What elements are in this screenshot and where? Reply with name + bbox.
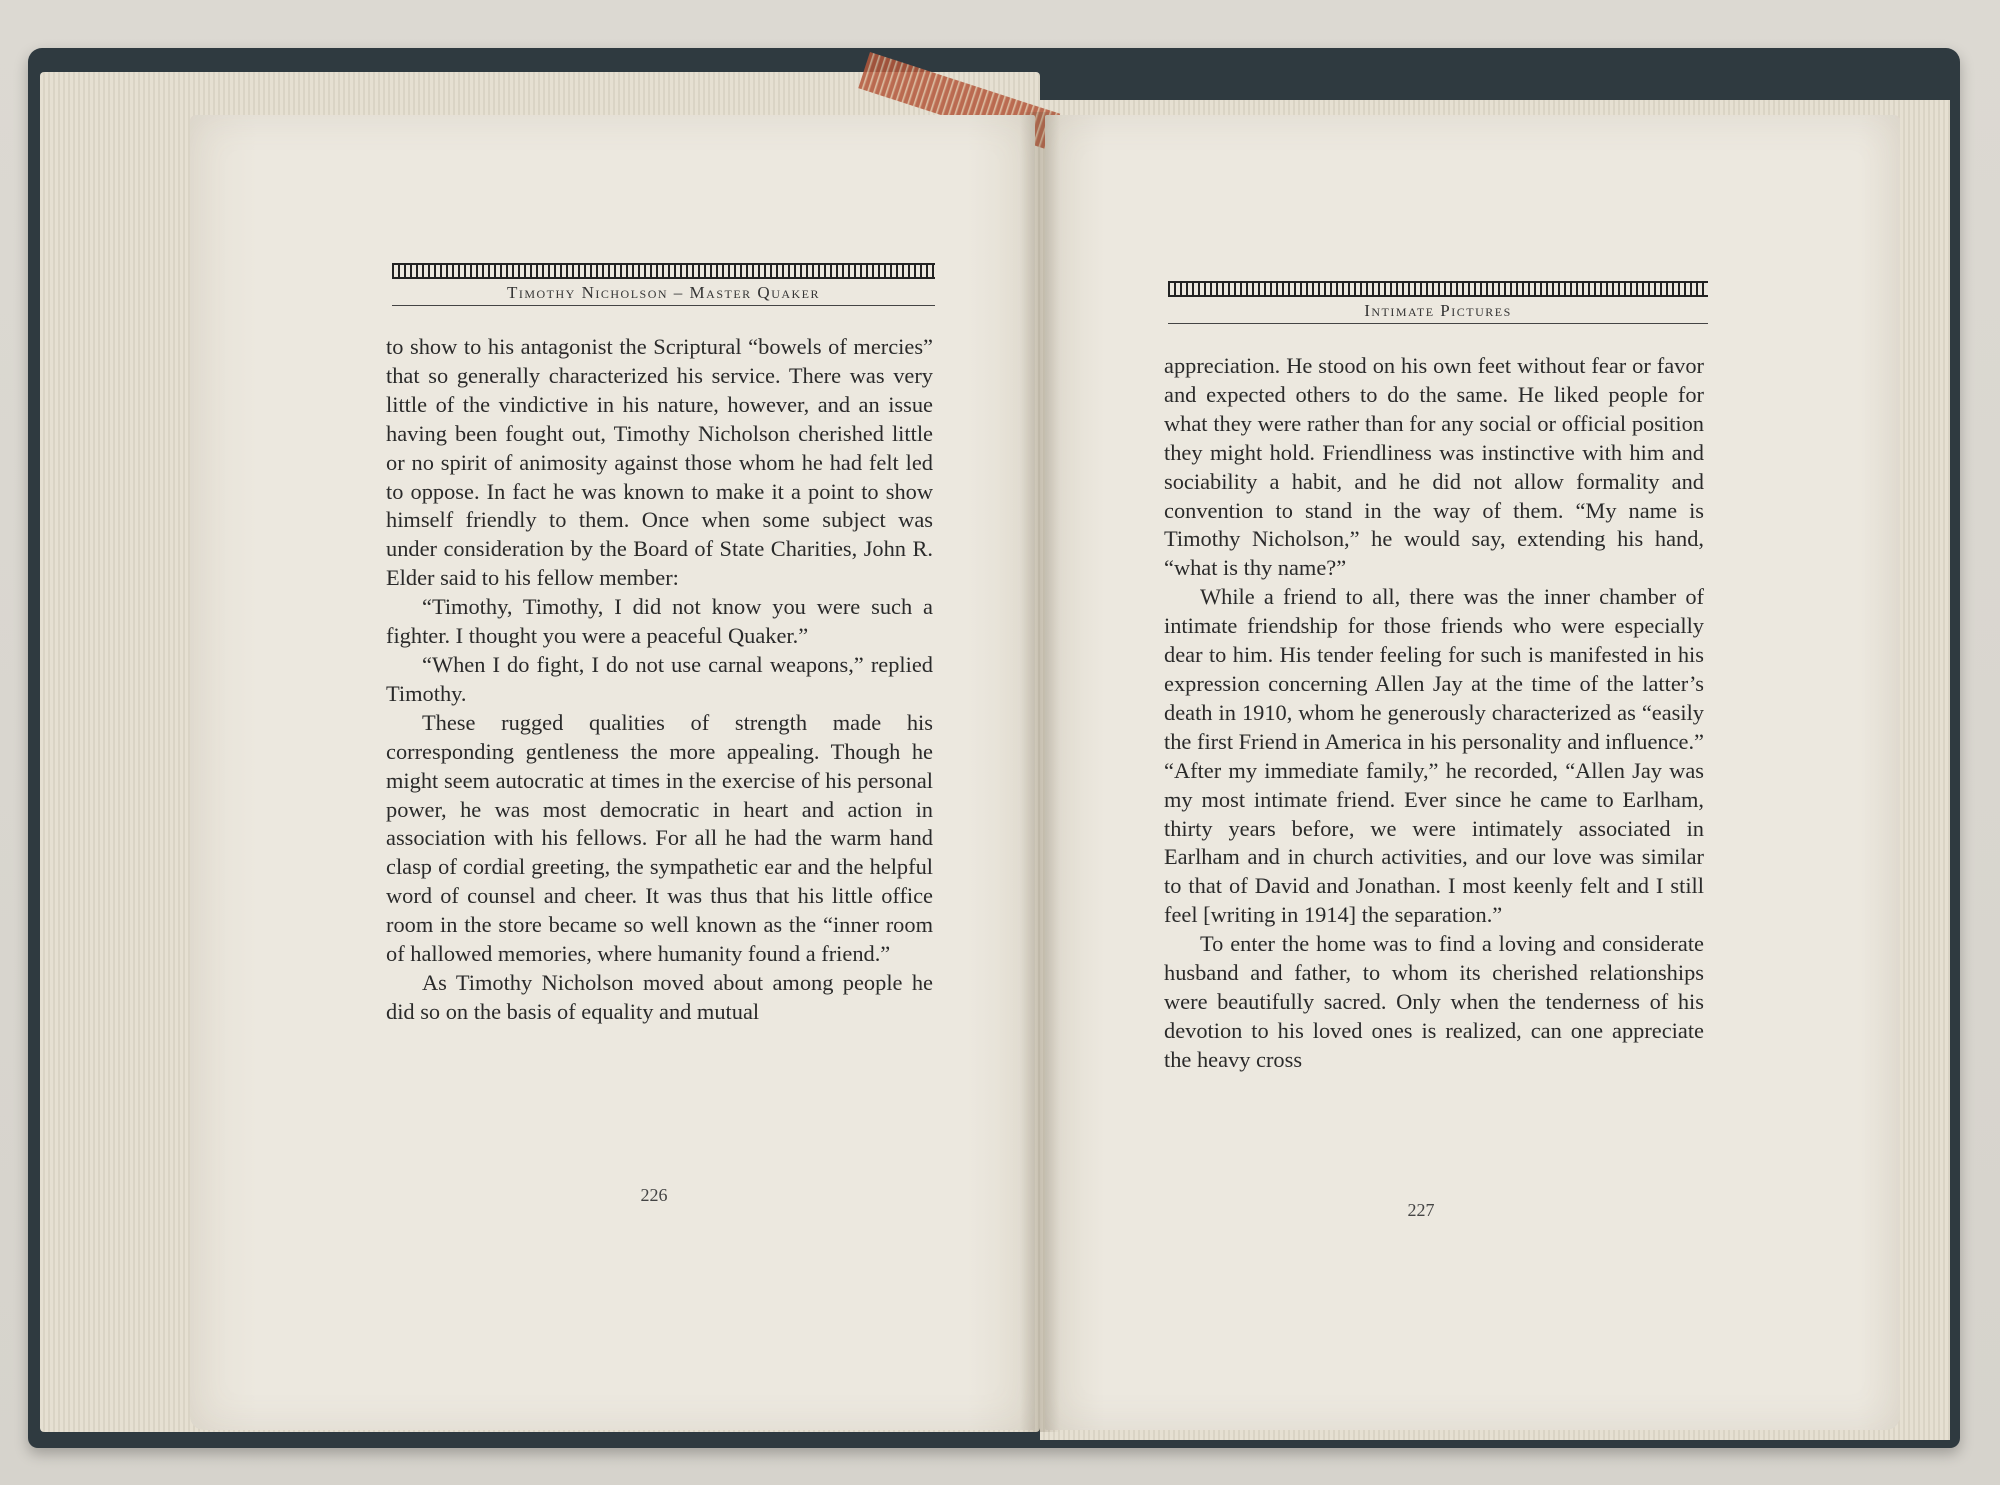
right-running-head [1168, 281, 1708, 324]
right-running-head-title: Intimate Pictures [1364, 301, 1512, 320]
ornament-band [1168, 281, 1708, 297]
left-page-number: 226 [640, 1185, 668, 1205]
head-rule [1168, 323, 1708, 324]
left-body-text [386, 333, 933, 1027]
paragraph: to show to his antagonist the Scriptural “bowels of mercies” that so generally characterized his service. There was very little of the vindictive in his nature, however, and an issue having been fought out, Timothy Nicholson cherished little or no spirit of animosity against those whom he had felt led to oppose. In fact he was known to make it a point to show himself friendly to them. Once when some subject was under consideration by the Board of State Charities, John R. Elder said to his fellow member: [386, 334, 933, 591]
paragraph: “When I do fight, I do not use carnal weapons,” replied Timothy. [386, 651, 933, 706]
right-body-text [1164, 352, 1704, 1075]
book-gutter [1020, 112, 1060, 1432]
paragraph: appreciation. He stood on his own feet without fear or favor and expected others to do the same. He liked people for what they were rather than for any social or official position they might hold. Friendliness was instinctive with him and sociability a habit, and he did not allow formality and convention to stand in the way of them. “My name is Timothy Nicholson,” he would say, extending his hand, “what is thy name?” [1164, 353, 1704, 581]
paragraph: “Timothy, Timothy, I did not know you were such a fighter. I thought you were a peaceful Quaker.” [386, 594, 933, 649]
ornament-band [392, 263, 935, 279]
paragraph: These rugged qualities of strength made his corresponding gentleness the more appealing. Though he might seem autocratic at times in the exercise of his personal power, he was most democratic in heart and action in association with his fellows. For all he had the warm hand clasp of cordial greeting, the sympathetic ear and the helpful word of counsel and cheer. It was thus that his little office room in the store became so well known as the “inner room of hallowed memories, where humanity found a friend.” [386, 709, 933, 967]
head-rule [392, 305, 935, 306]
paragraph: To enter the home was to find a loving and considerate husband and father, to whom its cherished relationships were beautifully sacred. Only when the tenderness of his devotion to his loved ones is realized, can one appreciate the heavy cross [1164, 931, 1704, 1072]
left-running-head-title: Timothy Nicholson – Master Quaker [506, 283, 821, 302]
paragraph: While a friend to all, there was the inner chamber of intimate friendship for those friends who were especially dear to him. His tender feeling for such is manifested in his expression concerning Allen Jay at the time of the latter’s death in 1910, whom he generously characterized as “easily the first Friend in America in his personality and influence.” “After my immediate family,” he recorded, “Allen Jay was my most intimate friend. Ever since he came to Earlham, thirty years before, we were intimately associated in Earlham and in church activities, and our love was similar to that of David and Jonathan. I most keenly felt and I still feel [writing in 1914] the separation.” [1164, 584, 1704, 928]
right-page-number: 227 [1407, 1200, 1435, 1220]
left-running-head [392, 263, 935, 306]
paragraph: As Timothy Nicholson moved about among people he did so on the basis of equality and mutual [386, 969, 933, 1024]
